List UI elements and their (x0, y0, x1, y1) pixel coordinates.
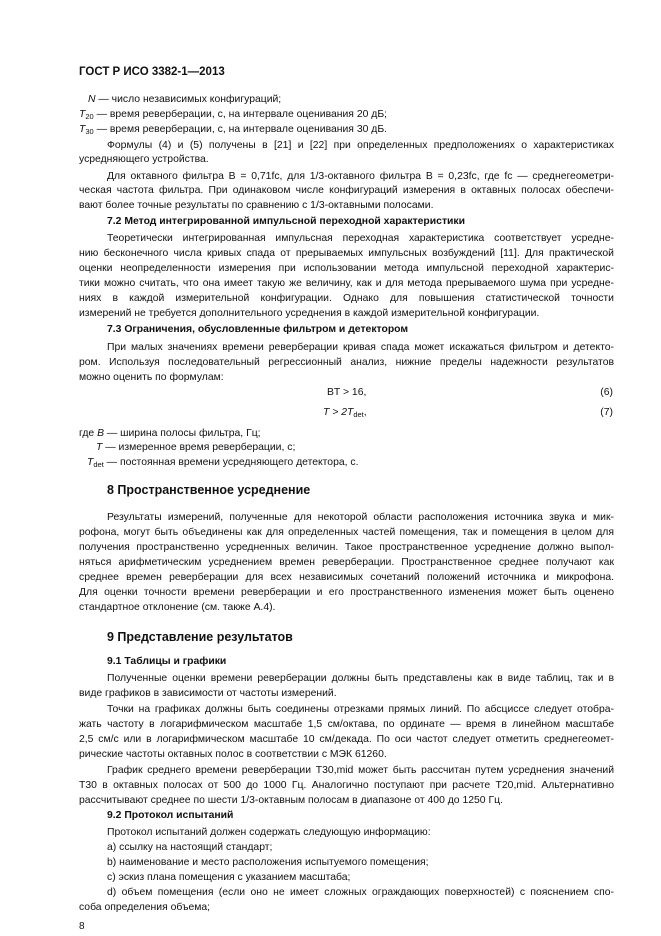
section-heading-8: 8 Пространственное усреднение (107, 483, 311, 497)
paragraph-line: можно оценить по формулам: (79, 372, 224, 383)
paragraph-line: жать частоту в логарифмическом масштабе 1,5 см/октава, по ординате — время в линейном масштабе (79, 719, 614, 730)
document-header: ГОСТ Р ИСО 3382-1—2013 (79, 66, 225, 78)
section-heading-9: 9 Представление результатов (107, 630, 293, 644)
formula-number-7: (7) (600, 407, 613, 418)
paragraph-line: рофона, могут быть объединены как для определенных частей помещения, так и помещения в целом для (79, 527, 614, 538)
paragraph-line: Протокол испытаний должен содержать следующую информацию: (107, 827, 431, 838)
paragraph-line: Для октавного фильтра B = 0,71fc, для 1/3-октавного фильтра B = 0,23fc, где fc — среднегеометри- (107, 171, 614, 182)
paragraph-line: ниях в каждой измерительной конфигурации. Однако для повышения статистической точности (79, 293, 614, 304)
paragraph-line: виде графиков в зависимости от частоты измерений. (79, 688, 337, 699)
section-heading-7-3: 7.3 Ограничения, обусловленные фильтром и детектором (107, 324, 409, 335)
paragraph-line: Результаты измерений, полученные для некоторой области расположения источника звука и мик- (107, 512, 614, 523)
paragraph-line: получения пространственно усредненных величин. Такое пространственное усреднение должно выпол- (79, 542, 614, 553)
paragraph-line: Точки на графиках должны быть соединены отрезками прямых линий. По абсциссе следует отобра- (107, 704, 614, 715)
paragraph-line: При малых значениях времени реверберации кривая спада может искажаться фильтром и детекто- (107, 342, 614, 353)
paragraph-line: стандартное отклонение (см. также А.4). (79, 602, 276, 613)
paragraph-line: рассчитывают среднее по шести 1/3-октавным полосам в диапазоне от 400 до 1250 Гц. (79, 795, 503, 806)
paragraph-line: Формулы (4) и (5) получены в [21] и [22] при определенных предположениях о характеристиках (107, 140, 614, 151)
list-item: d) объем помещения (если оно не имеет сложных ограждающих поверхностей) с пояснением спо- (107, 887, 614, 898)
paragraph-line: рические частоты октавных полос в соответствии с МЭК 61260. (79, 749, 387, 760)
list-item: b) наименование и место расположения испытуемого помещения; (107, 857, 429, 868)
paragraph-line: T30 в октавных полосах от 500 до 1000 Гц. Аналогично поступают при расчете T20,mid. Альтернативно (79, 780, 614, 791)
section-heading-9-1: 9.1 Таблицы и графики (107, 656, 227, 667)
paragraph-line: оценки неопределенности измерения при использовании метода импульсной переходной характерис- (79, 263, 614, 274)
definition-t20: $T_{20}$ — время реверберации, с, на интервале оценивания 20 дБ; (79, 109, 388, 121)
page-number: 8 (79, 921, 85, 932)
paragraph-line: няться арифметическим усреднением времен реверберации. Пространственное среднее получают как (79, 557, 614, 568)
list-item: a) ссылку на настоящий стандарт; (107, 842, 273, 853)
paragraph-line: 2,5 см/с или в логарифмическом масштабе 10 см/декада. По оси частот следует отметить среднегеомет- (79, 734, 614, 745)
definition-n: N — число независимых конфигураций; (88, 94, 282, 105)
definition-t: T — измеренное время реверберации, с; (96, 442, 296, 453)
paragraph-line: усредняющего устройства. (79, 154, 209, 165)
paragraph-line: Для оценки точности времени реверберации и его пространственного изменения может быть оценено (79, 587, 614, 598)
formula-number-6: (6) (600, 387, 613, 398)
paragraph-line: ром. Используя последовательный регрессионный анализ, нижние пределы надежности результатов (79, 357, 614, 368)
formula-6: BT > 16, (327, 387, 367, 398)
paragraph-line: ческая частота фильтра. При одинаковом числе конфигураций измерения в октавных полосах обеспечи- (79, 185, 614, 196)
section-heading-7-2: 7.2 Метод интегрированной импульсной переходной характеристики (107, 216, 466, 227)
definition-tdet: $T_{det}$ — постоянная времени усредняющего детектора, с. (87, 457, 359, 469)
paragraph-line: среднее времен реверберации для всех независимых сочетаний положений источника и микрофона. (79, 572, 614, 583)
paragraph-line: измерений не требуется дополнительного усреднения в каждой измерительной конфигурации. (79, 308, 540, 319)
paragraph-line: График среднего времени реверберации T30,mid может быть рассчитан путем усреднения значений (107, 765, 614, 776)
list-item: c) эскиз плана помещения с указанием масштаба; (107, 872, 351, 883)
definition-b: где B — ширина полосы фильтра, Гц; (79, 428, 261, 439)
formula-7: $T > 2T_{det}$, (323, 407, 367, 419)
paragraph-line: Полученные оценки времени реверберации должны быть представлены как в виде таблиц, так и в (107, 673, 614, 684)
paragraph-line: нию бесконечного числа кривых спада от прерываемых импульсных возбуждений [11]. Для практической (79, 248, 614, 259)
paragraph-line: вают более точные результаты по сравнению с 1/3-октавными полосами. (79, 200, 434, 211)
paragraph-line: Теоретически интегрированная импульсная переходная характеристика соответствует усредне- (107, 233, 614, 244)
definition-t30: $T_{30}$ — время реверберации, с, на интервале оценивания 30 дБ. (79, 124, 388, 136)
section-heading-9-2: 9.2 Протокол испытаний (107, 810, 234, 821)
list-item: соба определения объема; (79, 902, 211, 913)
paragraph-line: тики можно считать, что она имеет такую же величину, как и для метода прерываемого шума при усредне- (79, 278, 614, 289)
